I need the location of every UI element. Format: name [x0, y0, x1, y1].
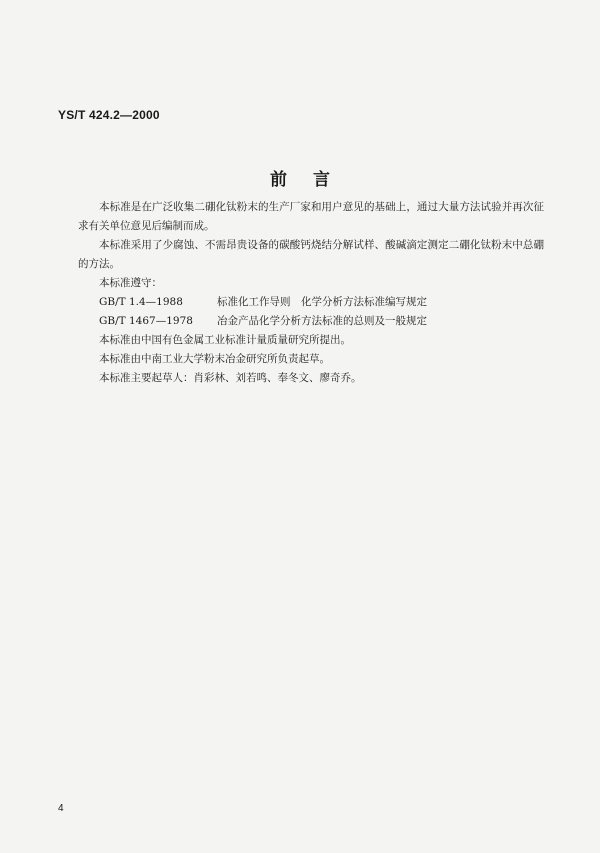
reference-item [78, 312, 544, 331]
paragraph-drafter: 本标准由中南工业大学粉末冶金研究所负责起草。 [99, 353, 330, 365]
reference-code: GB/T 1467—1978 [99, 315, 193, 327]
document-body [78, 198, 544, 388]
paragraph-compliance: 本标准遵守： [99, 277, 162, 289]
reference-title: 冶金产品化学分析方法标准的总则及一般规定 [217, 315, 427, 327]
standard-number: YS/T 424.2—2000 [58, 108, 160, 122]
paragraph-proposer: 本标准由中国有色金属工业标准计量质量研究所提出。 [99, 334, 351, 346]
reference-title: 标准化工作导则 化学分析方法标准编写规定 [217, 296, 427, 308]
page-title: 前言 [270, 170, 356, 190]
page-number: 4 [58, 803, 64, 814]
reference-code: GB/T 1.4—1988 [99, 296, 183, 308]
reference-item [78, 293, 544, 312]
paragraph-authors: 本标准主要起草人：肖彩林、刘若鸣、奉冬文、廖奇乔。 [99, 372, 362, 384]
paragraph-method: 本标准采用了少腐蚀、不需昂贵设备的碳酸钙烧结分解试样、酸碱滴定测定二硼化钛粉末中总硼的方法。 [78, 239, 544, 270]
paragraph-intro: 本标准是在广泛收集二硼化钛粉末的生产厂家和用户意见的基础上，通过大量方法试验并再次征求有关单位意见后编制而成。 [78, 201, 544, 232]
